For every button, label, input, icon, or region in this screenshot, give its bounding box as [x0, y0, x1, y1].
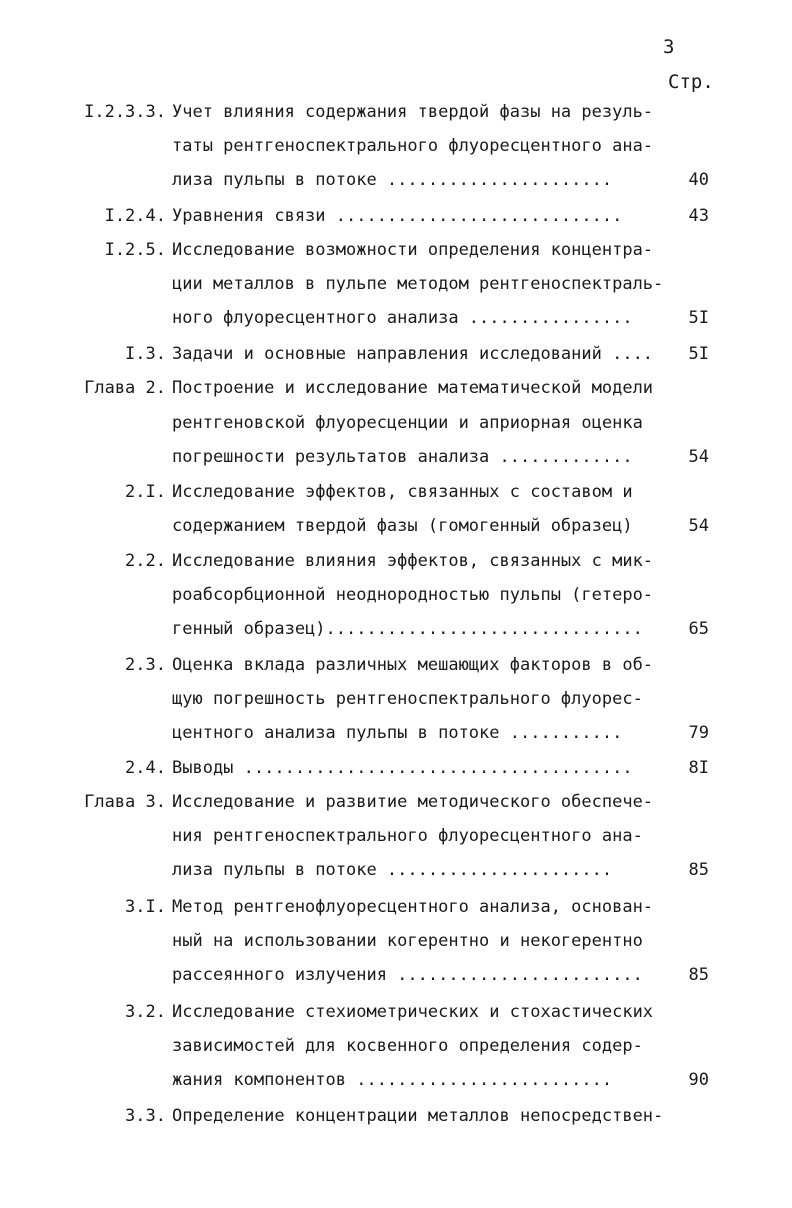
toc-entry-line	[0, 614, 792, 644]
toc-entry-number: 3.I.	[125, 897, 166, 917]
toc-entry-line	[0, 165, 792, 195]
toc-entry-text: рассеянного излучения ........................	[172, 965, 643, 985]
toc-entry-text: Метод рентгенофлуоресцентного анализа, основан-	[172, 897, 654, 917]
toc-entry-text: Исследование и развитие методического обеспече-	[172, 792, 654, 812]
toc-entry-line	[0, 1065, 792, 1095]
toc-entry-line	[0, 303, 792, 333]
toc-entry-line	[0, 787, 792, 817]
toc-entry-line	[0, 684, 792, 714]
toc-entry-line	[0, 997, 792, 1027]
toc-entry-line	[0, 960, 792, 990]
toc-entry-text: генный образец)...............................	[172, 619, 643, 639]
toc-entry-page: 85	[688, 965, 709, 985]
toc-entry-page: 54	[688, 447, 709, 467]
toc-entry-number: 2.3.	[125, 655, 166, 675]
toc-entry-text: зависимостей для косвенного определения содер-	[172, 1036, 643, 1056]
toc-entry-text: Определение концентрации металлов непосредствен-	[172, 1106, 664, 1126]
toc-entry-line	[0, 201, 792, 231]
toc-entry-text: рентгеновской флуоресценции и априорная оценка	[172, 413, 643, 433]
toc-entry-number: I.2.4.	[104, 206, 166, 226]
toc-entry-text: Задачи и основные направления исследований ....	[172, 344, 654, 364]
toc-entry-page: 85	[688, 860, 709, 880]
toc-entry-text: ного флуоресцентного анализа ................	[172, 308, 633, 328]
toc-entry-page: 90	[688, 1070, 709, 1090]
toc-entry-number: 3.3.	[125, 1106, 166, 1126]
toc-entry-line	[0, 1101, 792, 1131]
toc-entry-text: ния рентгеноспектрального флуоресцентного ана-	[172, 826, 643, 846]
toc-entry-text: содержанием твердой фазы (гомогенный образец)	[172, 516, 633, 536]
toc-entry-page: 5I	[688, 344, 709, 364]
toc-entry-text: Исследование возможности определения концентра-	[172, 240, 654, 260]
toc-entry-text: жания компонентов .........................	[172, 1070, 613, 1090]
toc-entry-line	[0, 131, 792, 161]
toc-entry-text: погрешности результатов анализа .............	[172, 447, 633, 467]
toc-entry-line	[0, 235, 792, 265]
toc-entry-line	[0, 339, 792, 369]
toc-entry-line	[0, 1031, 792, 1061]
toc-entry-line	[0, 477, 792, 507]
toc-entry-line	[0, 442, 792, 472]
toc-entry-text: таты рентгеноспектрального флуоресцентного ана-	[172, 136, 654, 156]
page-number: 3	[663, 36, 675, 58]
toc-entry-page: 65	[688, 619, 709, 639]
toc-entry-line	[0, 408, 792, 438]
toc-entry-page: 40	[688, 170, 709, 190]
toc-entry-number: I.3.	[125, 344, 166, 364]
toc-entry-number: 3.2.	[125, 1002, 166, 1022]
toc-entry-line	[0, 97, 792, 127]
toc-entry-text: Учет влияния содержания твердой фазы на резуль-	[172, 102, 654, 122]
toc-entry-text: ный на использовании когерентно и некогерентно	[172, 931, 643, 951]
toc-entry-page: 54	[688, 516, 709, 536]
toc-entry-text: Уравнения связи ............................	[172, 206, 623, 226]
toc-entry-text: Выводы ......................................	[172, 758, 633, 778]
toc-entry-number: Глава 3.	[84, 792, 166, 812]
toc-entry-text: Построение и исследование математической модели	[172, 378, 654, 398]
pages-column-header: Стр.	[668, 71, 714, 93]
toc-entry-text: Исследование эффектов, связанных с составом и	[172, 482, 633, 502]
toc-entry-line	[0, 511, 792, 541]
toc-entry-number: I.2.3.3.	[84, 102, 166, 122]
toc-entry-line	[0, 580, 792, 610]
toc-entry-text: лиза пульпы в потоке ......................	[172, 860, 613, 880]
toc-entry-text: Исследование стехиометрических и стохастических	[172, 1002, 654, 1022]
toc-entry-text: центного анализа пульпы в потоке ...........	[172, 723, 623, 743]
toc-entry-page: 43	[688, 206, 709, 226]
toc-entry-text: ции металлов в пульпе методом рентгеноспектраль-	[172, 274, 664, 294]
toc-entry-text: щую погрешность рентгеноспектрального флуорес-	[172, 689, 643, 709]
toc-entry-number: I.2.5.	[104, 240, 166, 260]
toc-entry-line	[0, 855, 792, 885]
toc-entry-page: 5I	[688, 308, 709, 328]
toc-entry-text: Исследование влияния эффектов, связанных с мик-	[172, 551, 654, 571]
toc-entry-line	[0, 926, 792, 956]
toc-entry-line	[0, 718, 792, 748]
toc-entry-number: 2.4.	[125, 758, 166, 778]
toc-entry-line	[0, 892, 792, 922]
toc-entry-line	[0, 753, 792, 783]
toc-entry-page: 79	[688, 723, 709, 743]
toc-entry-line	[0, 650, 792, 680]
toc-entry-line	[0, 546, 792, 576]
toc-entry-text: роабсорбционной неоднородностью пульпы (гетеро-	[172, 585, 654, 605]
toc-entry-number: 2.2.	[125, 551, 166, 571]
toc-entry-text: Оценка вклада различных мешающих факторов в об-	[172, 655, 654, 675]
toc-entry-line	[0, 821, 792, 851]
toc-entry-text: лиза пульпы в потоке ......................	[172, 170, 613, 190]
toc-entry-line	[0, 373, 792, 403]
toc-entry-line	[0, 269, 792, 299]
toc-entry-number: 2.I.	[125, 482, 166, 502]
toc-entry-number: Глава 2.	[84, 378, 166, 398]
toc-entry-page: 8I	[688, 758, 709, 778]
